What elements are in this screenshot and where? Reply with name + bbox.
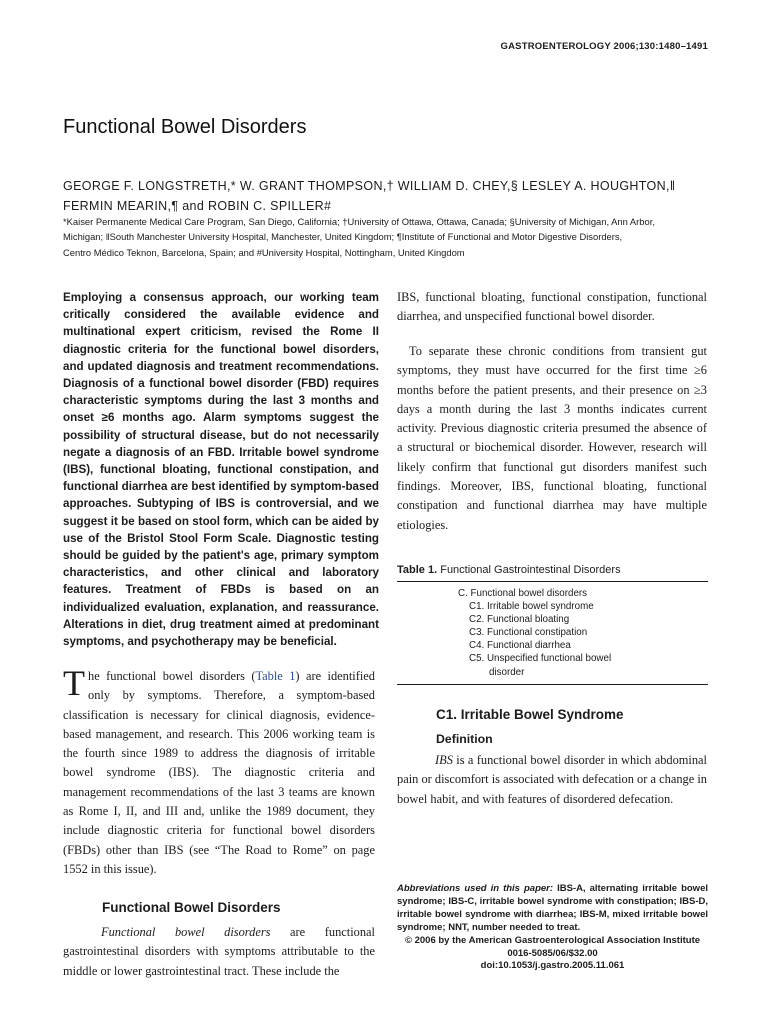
affiliation-line-3: Centro Médico Teknon, Barcelona, Spain; and #University Hospital, Nottingham, United Kingdom [63,246,465,258]
affiliation-line-2: Michigan; ‖South Manchester University Hospital, Manchester, United Kingdom; ¶Institute of Functional and Motor Digestive Disorders, [63,231,623,243]
article-title: Functional Bowel Disorders [63,116,307,138]
author-list [63,176,713,216]
footnote-label: Abbreviations used in this paper: [397,883,554,894]
ibs-definition-text: is a functional bowel disorder in which abdominal pain or discomfort is associated with defecation or a change in bowel habit, and with features of disordered defecation. [397,753,707,806]
right-column-paragraph-1: IBS, functional bloating, functional constipation, functional diarrhea, and unspecified functional bowel disorder. [397,290,707,324]
table-1-title: Functional Gastrointestinal Disorders [440,564,621,576]
table-row: C4. Functional diarrhea [469,640,571,652]
affiliation-line-1: *Kaiser Permanente Medical Care Program, San Diego, California; †University of Ottawa, Ottawa, Canada; §University of Michigan, Ann Arbor, [63,216,655,227]
table-row: C5. Unspecified functional bowel [469,653,612,665]
table-1-link[interactable]: Table 1 [255,669,296,683]
fbd-term: Functional bowel disorders [101,925,271,939]
table-top-rule [397,581,708,582]
subheading-definition: Definition [436,732,493,746]
journal-reference: GASTROENTEROLOGY 2006;130:1480–1491 [500,41,708,52]
ibs-term: IBS [435,753,453,767]
affiliations [63,214,723,260]
table-row: C. Functional bowel disorders [458,588,588,599]
doi-line[interactable]: doi:10.1053/j.gastro.2005.11.061 [480,960,625,972]
authors-line-1: GEORGE F. LONGSTRETH,* W. GRANT THOMPSON,† WILLIAM D. CHEY,§ LESLEY A. HOUGHTON,‖ [63,179,676,193]
right-column-paragraph-2: To separate these chronic conditions from transient gut symptoms, they must have occurred for the first time ≥6 months before the patient presents, and their presence on ≥3 days a month during the last 3 months indicates current activity. Previous diagnostic criteria presumed the absence of a structural or biochemical disorder. However, research will likely confirm that functional gut disorders manifest such findings. Moreover, IBS, functional bloating, functional constipation and functional diarrhea may have multiple etiologies. [397,344,707,532]
table-row: C2. Functional bloating [469,614,570,626]
table-1-body [458,587,611,679]
table-row: C3. Functional constipation [469,627,588,639]
authors-line-2: FERMIN MEARIN,¶ and ROBIN C. SPILLER# [63,199,332,213]
fbd-text: are functional gastrointestinal disorders with symptoms attributable to the middle or lower gastrointestinal tract. These include the [63,925,375,978]
copyright-line: © 2006 by the American Gastroenterological Association Institute [404,934,701,946]
intro-text-rest: ) are identified only by symptoms. Therefore, a symptom-based classification is necessary for clinical diagnosis, evidence-based management, and research. This 2006 working team is the fourth since 1989 to address the diagnosis of irritable bowel syndrome (IBS). The diagnostic criteria and management recommendations of the last 3 teams are known as Rome I, II, and III and, unlike the 1989 document, they include diagnostic criteria for functional bowel disorders (FBDs) other than IBS (see “The Road to Rome” on page 1552 in this issue). [63,669,375,876]
table-row: disorder [489,666,525,678]
intro-paragraph [63,663,375,879]
footnote-text: IBS-A, alternating irritable bowel syndrome; IBS-C, irritable bowel syndrome with constipation; IBS-D, irritable bowel syndrome with diarrhea; IBS-M, mixed irritable bowel syndrome; NNT, number needed to treat. [397,883,708,933]
table-row: C1. Irritable bowel syndrome [469,601,594,613]
footnote [397,883,708,973]
issn-line: 0016-5085/06/$32.00 [507,947,598,959]
ibs-definition-paragraph [397,751,707,809]
table-1-label: Table 1. [397,564,438,576]
table-bottom-rule [397,684,708,685]
section-heading-fbd: Functional Bowel Disorders [102,900,281,915]
intro-text-start: he functional bowel disorders ( [88,669,256,683]
section-heading-c1: C1. Irritable Bowel Syndrome [436,707,624,722]
abstract: Employing a consensus approach, our working team critically considered the available evidence and multinational expert criticism, revised the Rome II diagnostic criteria for the functional bowel disorders, and updated diagnosis and treatment recommendations. Diagnosis of a functional bowel disorder (FBD) requires characteristic symptoms during the last 3 months and onset ≥6 months ago. Alarm symptoms suggest the possibility of structural disease, but do not necessarily negate a diagnosis of an FBD. Irritable bowel syndrome (IBS), functional bloating, functional constipation, and functional diarrhea are best identified by symptom-based approaches. Subtyping of IBS is controversial, and we suggest it be based on stool form, which can be aided by use of the Bristol Stool Form Scale. Diagnostic testing should be guided by the patient's age, primary symptom characteristics, and other clinical and laboratory features. Treatment of FBDs is based on an individualized evaluation, explanation, and reassurance. Alterations in diet, drug treatment aimed at predominant symptoms, and psychotherapy may be beneficial. [63,291,379,649]
fbd-paragraph [63,923,375,981]
table-1-caption [397,564,621,576]
drop-cap: T [63,663,85,703]
